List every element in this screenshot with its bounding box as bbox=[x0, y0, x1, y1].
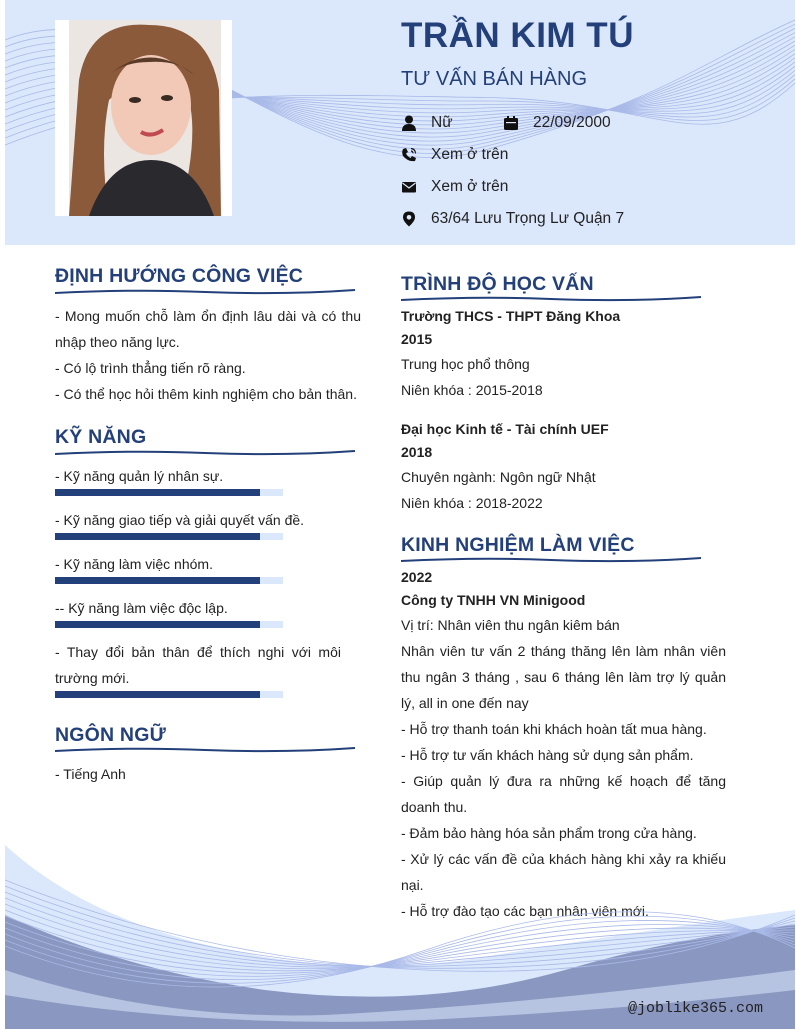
phone-row bbox=[401, 146, 508, 164]
experience-duty: - Đảm bảo hàng hóa sản phẩm trong cửa hàng. bbox=[401, 825, 697, 841]
birthday-row bbox=[503, 114, 611, 132]
skill-label: -- Kỹ năng làm việc độc lập. bbox=[55, 600, 228, 616]
birthday-value: 22/09/2000 bbox=[533, 114, 611, 131]
user-icon bbox=[401, 115, 417, 131]
skills-underline bbox=[55, 448, 355, 458]
experience-position: Vị trí: Nhân viên thu ngân kiêm bán bbox=[401, 617, 620, 633]
skill-bar bbox=[55, 489, 283, 496]
objective-line: - Có lộ trình thẳng tiến rõ ràng. bbox=[55, 360, 246, 376]
language-item: - Tiếng Anh bbox=[55, 766, 126, 782]
education-year: 2018 bbox=[401, 444, 433, 460]
experience-underline bbox=[401, 555, 701, 565]
gender-row bbox=[401, 114, 453, 132]
education-school: Đại học Kinh tế - Tài chính UEF bbox=[401, 421, 609, 437]
footer-waves bbox=[5, 820, 795, 1029]
skill-bar-fill bbox=[55, 691, 260, 698]
watermark: @joblike365.com bbox=[628, 1000, 764, 1017]
education-period: Niên khóa : 2015-2018 bbox=[401, 382, 543, 398]
profile-photo-frame bbox=[55, 20, 232, 216]
skill-label: - Kỹ năng giao tiếp và giải quyết vấn đề. bbox=[55, 512, 305, 528]
objective-line: - Có thể học hỏi thêm kinh nghiệm cho bản thân. bbox=[55, 386, 357, 402]
experience-duty: - Giúp quản lý đưa ra những kế hoạch để tăng doanh thu. bbox=[401, 773, 726, 815]
skill-bar-fill bbox=[55, 489, 260, 496]
skills-title: KỸ NĂNG bbox=[55, 426, 147, 448]
education-title: TRÌNH ĐỘ HỌC VẤN bbox=[401, 273, 594, 295]
calendar-icon bbox=[503, 115, 519, 131]
header bbox=[5, 0, 795, 245]
education-detail: Chuyên ngành: Ngôn ngữ Nhật bbox=[401, 469, 596, 485]
languages-underline bbox=[55, 745, 355, 755]
objective-title: ĐỊNH HƯỚNG CÔNG VIỆC bbox=[55, 265, 304, 287]
experience-duty: - Xử lý các vấn đề của khách hàng khi xảy ra khiếu nại. bbox=[401, 851, 726, 893]
address-row bbox=[401, 210, 624, 228]
email-value: Xem ở trên bbox=[431, 178, 509, 195]
experience-duty: - Hỗ trợ tư vấn khách hàng sử dụng sản phẩm. bbox=[401, 747, 694, 763]
gender-value: Nữ bbox=[431, 114, 453, 131]
experience-duty: - Hỗ trợ thanh toán khi khách hoàn tất mua hàng. bbox=[401, 721, 707, 737]
skill-bar-fill bbox=[55, 577, 260, 584]
education-period: Niên khóa : 2018-2022 bbox=[401, 495, 543, 511]
email-row bbox=[401, 178, 508, 196]
objective-underline bbox=[55, 287, 355, 297]
education-school: Trường THCS - THPT Đăng Khoa bbox=[401, 308, 621, 324]
address-value: 63/64 Lưu Trọng Lư Quận 7 bbox=[431, 210, 625, 227]
phone-icon bbox=[401, 147, 417, 163]
experience-description: Nhân viên tư vấn 2 tháng thăng lên làm nhân viên thu ngân 3 tháng , sau 6 tháng lên làm trợ lý quản lý, all in one đến nay bbox=[401, 643, 726, 711]
skill-bar bbox=[55, 691, 283, 698]
envelope-icon bbox=[401, 179, 417, 195]
languages-title: NGÔN NGỮ bbox=[55, 724, 166, 746]
profile-photo bbox=[69, 20, 221, 216]
skill-bar bbox=[55, 577, 283, 584]
phone-value: Xem ở trên bbox=[431, 146, 509, 163]
skill-label: - Kỹ năng làm việc nhóm. bbox=[55, 556, 213, 572]
cv-page bbox=[5, 0, 795, 1029]
skill-bar-fill bbox=[55, 621, 260, 628]
education-underline bbox=[401, 294, 701, 304]
experience-duty: - Hỗ trợ đào tạo các bạn nhân viên mới. bbox=[401, 903, 649, 919]
objective-line: - Mong muốn chỗ làm ổn định lâu dài và có thu nhập theo năng lực. bbox=[55, 308, 361, 350]
education-detail: Trung học phổ thông bbox=[401, 356, 530, 372]
experience-company: Công ty TNHH VN Minigood bbox=[401, 592, 586, 608]
skill-bar-fill bbox=[55, 533, 260, 540]
skill-bar bbox=[55, 621, 283, 628]
skill-bar bbox=[55, 533, 283, 540]
education-year: 2015 bbox=[401, 331, 433, 347]
skill-label: - Kỹ năng quản lý nhân sự. bbox=[55, 468, 224, 484]
experience-title: KINH NGHIỆM LÀM VIỆC bbox=[401, 534, 635, 556]
candidate-name: TRẦN KIM TÚ bbox=[401, 16, 634, 55]
skill-label: - Thay đổi bản thân để thích nghi với môi trường mới. bbox=[55, 644, 341, 686]
map-pin-icon bbox=[401, 211, 417, 227]
job-title: TƯ VẤN BÁN HÀNG bbox=[401, 68, 587, 90]
experience-year: 2022 bbox=[401, 569, 433, 585]
